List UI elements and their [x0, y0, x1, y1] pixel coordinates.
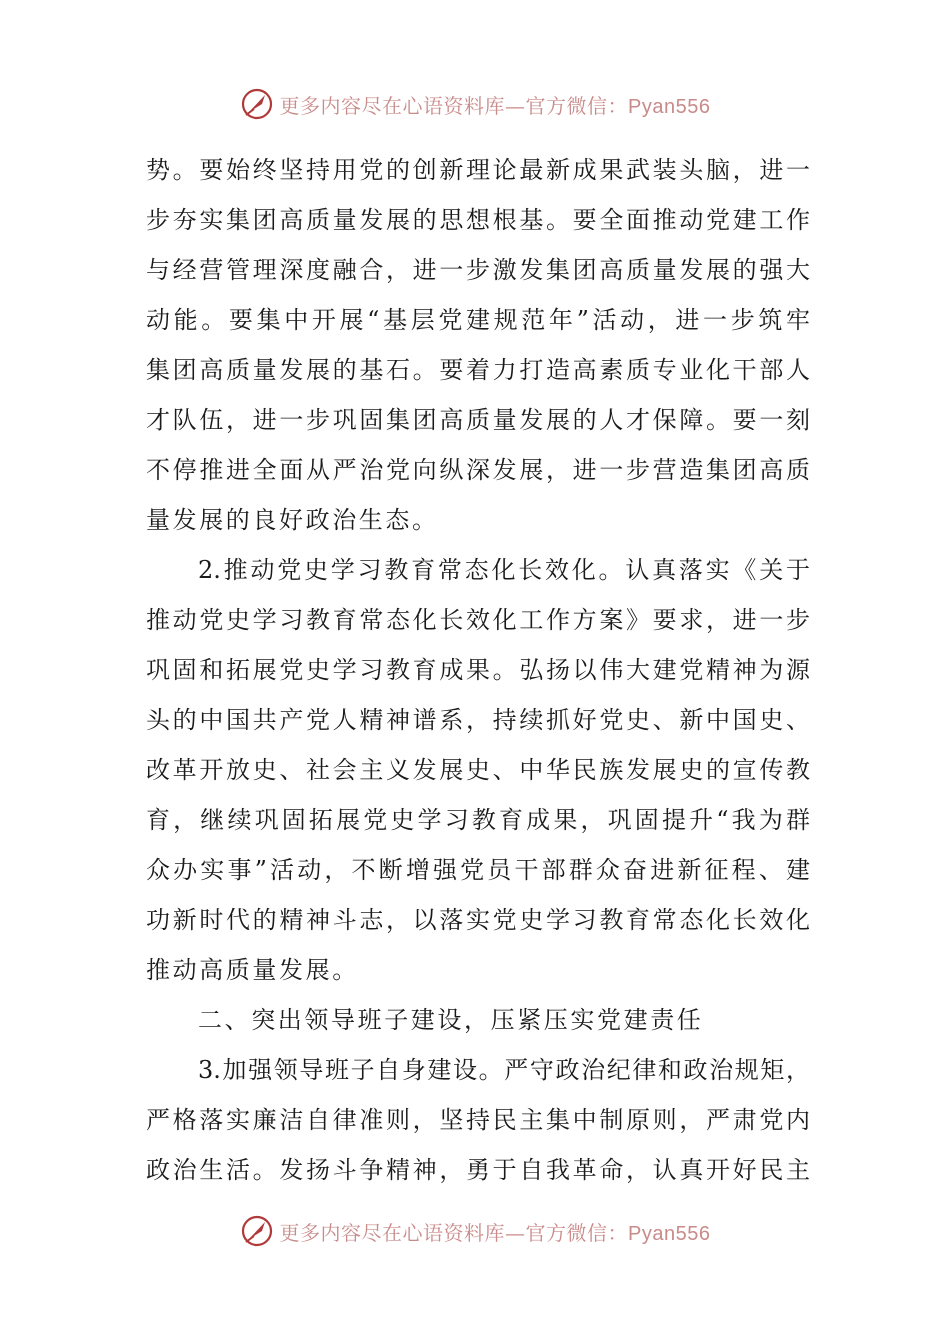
text-line: 推动党史学习教育常态化长效化工作方案》要求，进一步	[146, 606, 810, 634]
watermark-text: 更多内容尽在心语资料库—官方微信：Pyan556	[279, 93, 711, 118]
watermark-text: 更多内容尽在心语资料库—官方微信：Pyan556	[279, 1220, 711, 1245]
text-line: 政治生活。发扬斗争精神，勇于自我革命，认真开好民主	[146, 1156, 810, 1184]
text-line: 功新时代的精神斗志，以落实党史学习教育常态化长效化	[146, 906, 810, 934]
text-line: 与经营管理深度融合，进一步激发集团高质量发展的强大	[146, 256, 810, 284]
section-heading: 二、突出领导班子建设，压紧压实党建责任	[198, 1006, 704, 1034]
text-line: 才队伍，进一步巩固集团高质量发展的人才保障。要一刻	[146, 406, 810, 434]
text-line: 不停推进全面从严治党向纵深发展，进一步营造集团高质	[146, 456, 810, 484]
text-line: 势。要始终坚持用党的创新理论最新成果武装头脑，进一	[146, 156, 810, 184]
text-line: 巩固和拓展党史学习教育成果。弘扬以伟大建党精神为源	[146, 656, 810, 684]
watermark-id: Pyan556	[628, 1222, 711, 1245]
text-line: 3.加强领导班子自身建设。严守政治纪律和政治规矩，	[198, 1056, 810, 1084]
text-line: 严格落实廉洁自律准则，坚持民主集中制原则，严肃党内	[146, 1106, 810, 1134]
watermark-id: Pyan556	[628, 95, 711, 118]
document-body	[146, 145, 810, 1195]
text-line: 推动高质量发展。	[146, 956, 359, 984]
text-line: 2.推动党史学习教育常态化长效化。认真落实《关于	[198, 556, 810, 584]
footer-watermark	[0, 1211, 950, 1251]
text-line: 众办实事”活动，不断增强党员干部群众奋进新征程、建	[146, 856, 810, 884]
text-line: 改革开放史、社会主义发展史、中华民族发展史的宣传教	[146, 756, 810, 784]
text-line: 步夯实集团高质量发展的思想根基。要全面推动党建工作	[146, 206, 810, 234]
text-line: 育，继续巩固拓展党史学习教育成果，巩固提升“我为群	[146, 806, 810, 834]
header-watermark	[0, 84, 950, 124]
text-line: 动能。要集中开展“基层党建规范年”活动，进一步筑牢	[146, 306, 810, 334]
text-line: 量发展的良好政治生态。	[146, 506, 439, 534]
text-line: 头的中国共产党人精神谱系，持续抓好党史、新中国史、	[146, 706, 810, 734]
quill-logo-icon	[240, 87, 274, 121]
quill-logo-icon	[240, 1214, 274, 1248]
text-line: 集团高质量发展的基石。要着力打造高素质专业化干部人	[146, 356, 810, 384]
